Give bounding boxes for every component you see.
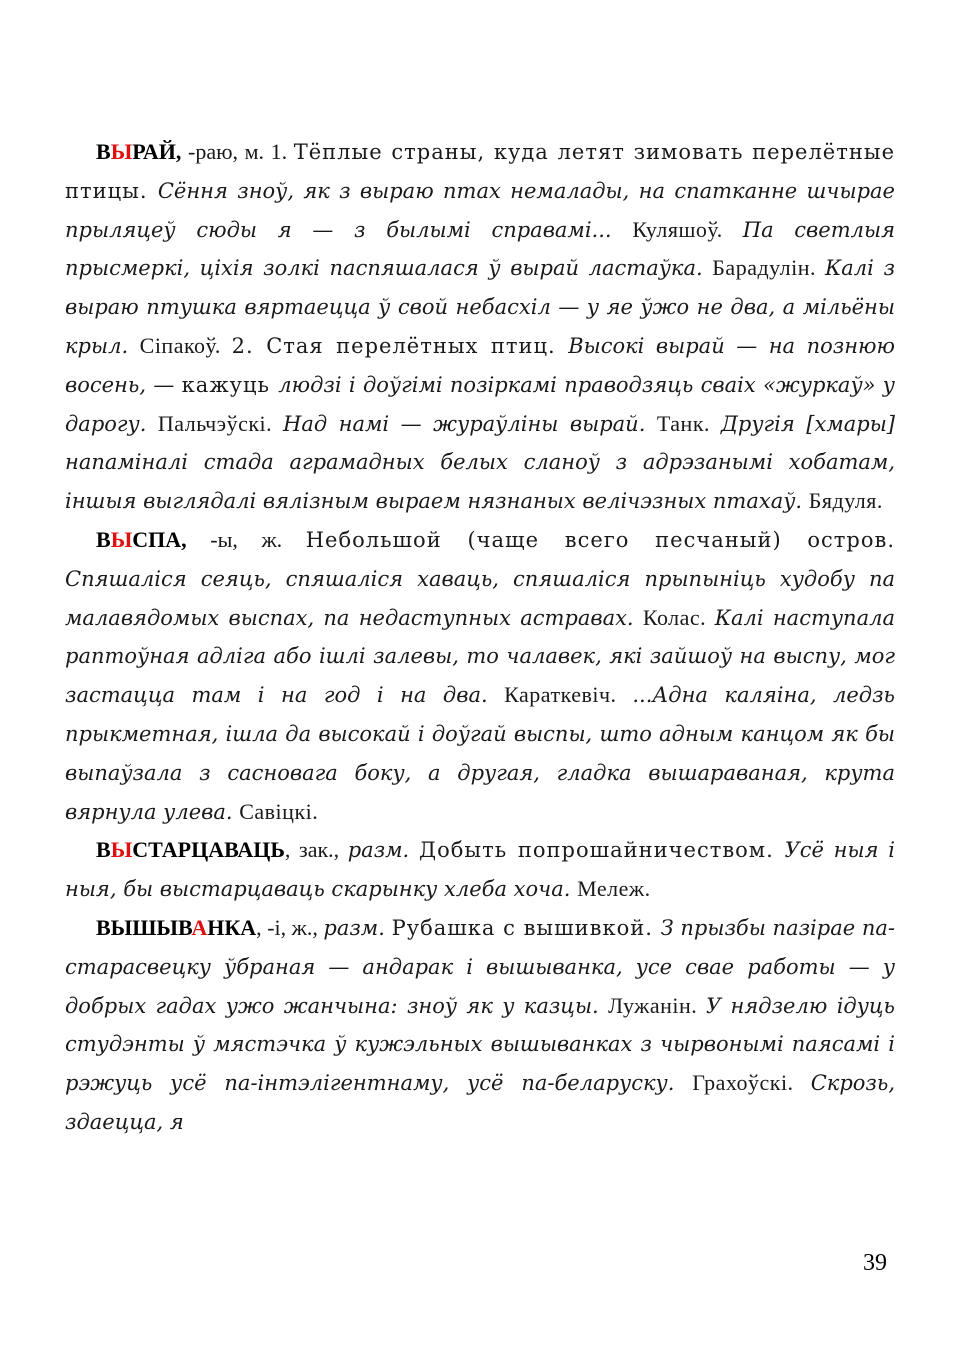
- segment-author: Сіпакоў.: [139, 332, 232, 358]
- segment-author: Лужанін.: [608, 992, 706, 1018]
- segment-it: Высокі вырай — на познюю восень, —: [65, 333, 896, 397]
- segment-it: разм.: [323, 915, 392, 940]
- headword: ВЫШЫВАНКА: [96, 914, 257, 940]
- segment-def: 2. Стая перелётных птиц.: [231, 333, 569, 358]
- segment-it: людзі і доўгімі позіркамі праводзяць сваіх «журкаў» у дарогу.: [65, 372, 895, 436]
- segment-def: Тёплые страны, куда летят зимовать перелётные птицы.: [65, 140, 895, 203]
- segment-it: У нядзелю ідуць студэнты ў мястэчка ў кужэльных вышыванках з чырвонымі паясамі і рэжуць усё па-інтэлігентнаму, усё па-беларуску.: [65, 993, 895, 1096]
- entry-body: [65, 140, 895, 513]
- segment-author: Куляшоў.: [632, 216, 743, 242]
- entry-vystarcavac: [65, 831, 895, 909]
- segment-def: Добыть попрошайничеством.: [419, 838, 785, 863]
- segment-gram: , зак.,: [284, 837, 348, 863]
- stress-highlight: А: [191, 914, 208, 940]
- headword: ВЫСТАРЦАВАЦЬ: [96, 837, 285, 863]
- segment-it: Спяшаліся сеяць, спяшаліся хаваць, спяшаліся прыпыніць худобу па малавядомых выспах, па недаступных астравах.: [65, 566, 895, 630]
- dictionary-page: [65, 133, 895, 1142]
- segment-author: Мележ.: [577, 876, 651, 902]
- segment-it: Сёння зноў, як з выраю птах немалады, на спатканне шчырае прыляцеў сюды я — з былымі справамі...: [65, 178, 895, 242]
- segment-it: Над намі — жураўліны вырай.: [283, 411, 657, 436]
- headword: ВЫСПА,: [96, 526, 187, 552]
- segment-def: Небольшой (чаще всего песчаный) остров.: [305, 527, 896, 552]
- headword: ВЫРАЙ,: [96, 139, 182, 164]
- segment-it: Усё ныя і ныя, бы выстарцаваць скарынку хлеба хоча.: [65, 838, 895, 902]
- segment-author: Барадулін.: [712, 255, 826, 281]
- segment-it: Калі з выраю птушка вяртаецца ў свой небасхіл — у яе ўжо не два, а мільёны крыл.: [65, 256, 895, 358]
- stress-highlight: Ы: [110, 837, 133, 863]
- segment-def: Рубашка с вышивкой.: [391, 915, 661, 940]
- segment-author: Пальчэўскі.: [157, 410, 283, 436]
- segment-it: Другія [хмары] напаміналі стада аграмадных белых сланоў з адрэзанымі хобатам, іншыя выглядалі вялізным выраем нязнаных велічэзных птахаў.: [65, 411, 895, 514]
- segment-it: Скрозь, здаецца, я: [65, 1071, 895, 1134]
- entry-body: [65, 528, 895, 824]
- segment-gram: -ы, ж.: [186, 526, 306, 552]
- segment-it: ...Адна каляіна, ледзь прыкметная, ішла да высокай і доўгай выспы, што адным канцом як бы выпаўзала з сасновага боку, а другая, гладка вышараваная, крута вярнула улева.: [65, 683, 895, 824]
- segment-author: Колас.: [642, 604, 715, 630]
- segment-it: Па светлыя прысмеркі, ціхія золкі паспяшалася ў вырай ластаўка.: [65, 217, 896, 281]
- segment-gram: -раю, м. 1.: [181, 139, 294, 164]
- stress-highlight: Ы: [110, 526, 133, 552]
- segment-author: Бядуля.: [808, 488, 883, 514]
- segment-gram: , -і, ж.,: [256, 914, 324, 940]
- segment-author: Савіцкі.: [239, 798, 319, 824]
- stress-highlight: Ы: [110, 139, 133, 164]
- segment-it: Калі наступала раптоўная адліга або ішлі залевы, то чалавек, які зайшоў на выспу, мог застацца там і на год і на два.: [65, 605, 895, 708]
- segment-it: разм.: [347, 838, 419, 863]
- segment-it: З прызбы пазірае па-старасвецку ўбраная — андарак і вышыванка, усе свае работы — у добрых гадах ужо жанчына: зноў як у казцы.: [65, 915, 895, 1018]
- page-number: 39: [863, 1250, 887, 1276]
- segment-def: кажуць: [181, 372, 279, 397]
- entry-body: [65, 916, 895, 1134]
- entry-vyraj: [65, 133, 895, 521]
- segment-author: Грахоўскі.: [692, 1070, 811, 1096]
- segment-author: Караткевіч.: [504, 682, 633, 708]
- segment-author: Танк.: [656, 410, 721, 436]
- entry-vyshyvanka: [65, 909, 895, 1142]
- entry-vyspa: [65, 521, 895, 831]
